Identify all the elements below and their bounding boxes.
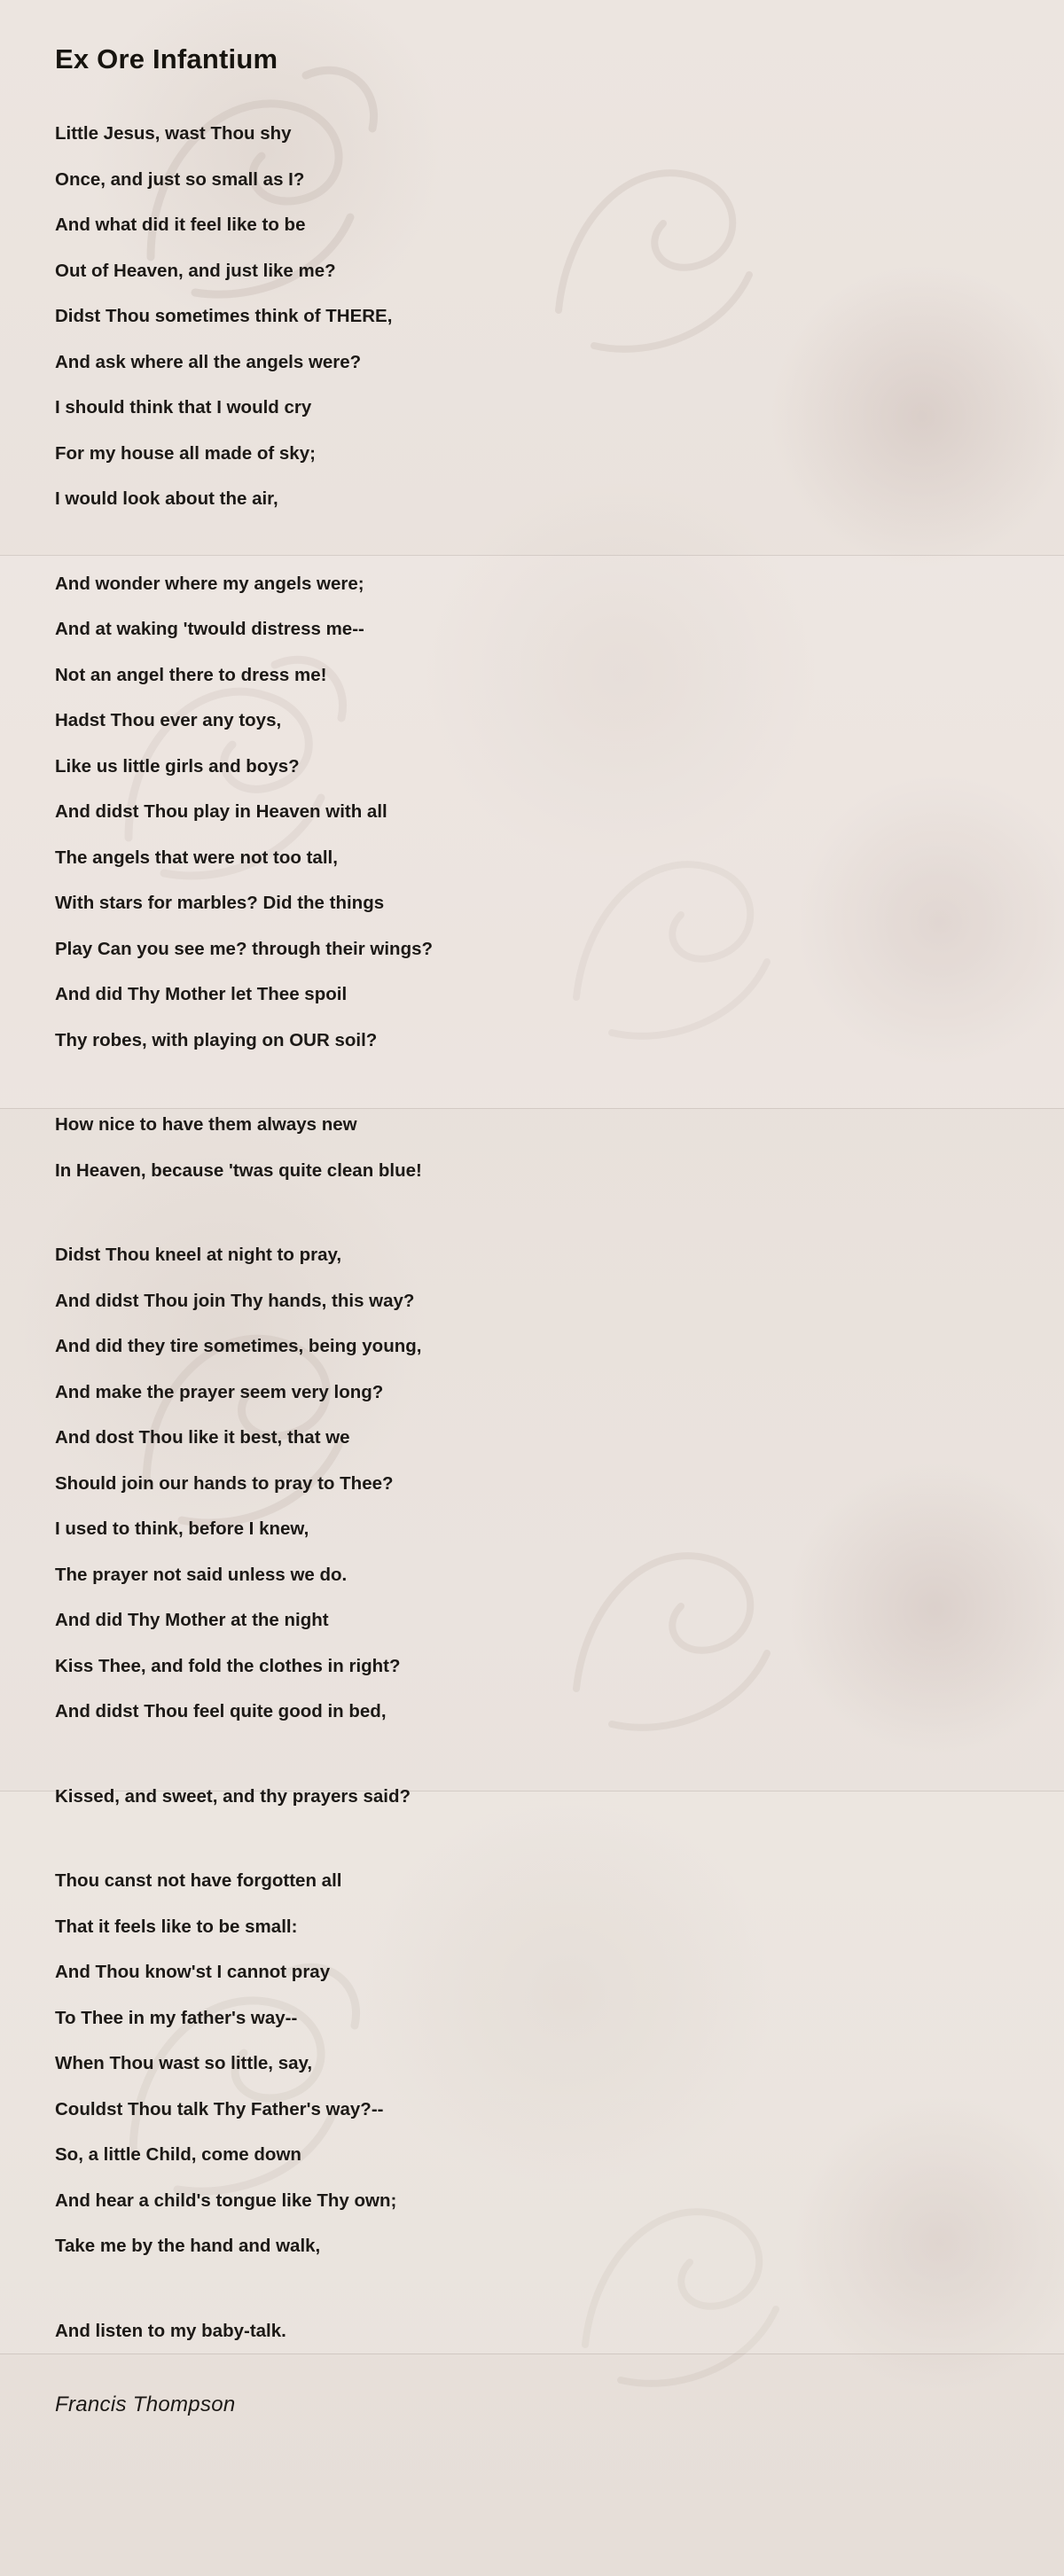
poem-stanza-5 xyxy=(55,1774,1009,1820)
poem-line: I would look about the air, xyxy=(55,488,278,510)
poem-line: And at waking 'twould distress me-- xyxy=(55,619,364,640)
poem-stanza-4 xyxy=(55,1232,1009,1735)
poem-line: How nice to have them always new xyxy=(55,1114,357,1136)
poem-stanza-2 xyxy=(55,561,1009,1064)
poem-line: Take me by the hand and walk, xyxy=(55,2236,321,2257)
poem-line: And did they tire sometimes, being young, xyxy=(55,1336,422,1357)
poem-line: Hadst Thou ever any toys, xyxy=(55,710,282,731)
poem-line: Out of Heaven, and just like me? xyxy=(55,260,336,281)
poem-line: And dost Thou like it best, that we xyxy=(55,1427,350,1448)
author-name: Francis Thompson xyxy=(55,2393,236,2417)
poem-line: To Thee in my father's way-- xyxy=(55,2007,298,2028)
poem-line: For my house all made of sky; xyxy=(55,442,316,464)
poem-line: Not an angel there to dress me! xyxy=(55,664,327,685)
poem-line: The prayer not said unless we do. xyxy=(55,1564,348,1585)
poem-line: Thy robes, with playing on OUR soil? xyxy=(55,1029,378,1050)
poem-stanza-7 xyxy=(55,2308,1009,2354)
poem-line: And did Thy Mother at the night xyxy=(55,1610,329,1631)
poem-line: Like us little girls and boys? xyxy=(55,755,300,777)
poem-line: Kiss Thee, and fold the clothes in right? xyxy=(55,1655,401,1676)
poem-line: And listen to my baby-talk. xyxy=(55,2320,286,2341)
poem-line: And Thou know'st I cannot pray xyxy=(55,1962,331,1983)
poem-line: Little Jesus, wast Thou shy xyxy=(55,123,292,144)
poem-line: Thou canst not have forgotten all xyxy=(55,1870,342,1892)
poem-line: Didst Thou sometimes think of THERE, xyxy=(55,306,393,327)
poem-line: Play Can you see me? through their wings? xyxy=(55,938,434,959)
poem-line: When Thou wast so little, say, xyxy=(55,2053,313,2074)
poem-line: And didst Thou play in Heaven with all xyxy=(55,801,387,823)
poem-line: I should think that I would cry xyxy=(55,397,312,418)
poem-line: Didst Thou kneel at night to pray, xyxy=(55,1245,342,1266)
poem-line: And did Thy Mother let Thee spoil xyxy=(55,984,348,1005)
poem-line: The angels that were not too tall, xyxy=(55,847,338,868)
poem-line: That it feels like to be small: xyxy=(55,1916,298,1937)
poem-stanza-1 xyxy=(55,111,1009,522)
poem-line: Should join our hands to pray to Thee? xyxy=(55,1472,394,1494)
poem-line: And what did it feel like to be xyxy=(55,215,306,236)
poem-line: Kissed, and sweet, and thy prayers said? xyxy=(55,1785,411,1807)
page-title: Ex Ore Infantium xyxy=(55,43,278,74)
poem-line: And didst Thou join Thy hands, this way? xyxy=(55,1290,415,1311)
poem-line: And make the prayer seem very long? xyxy=(55,1381,384,1402)
poem-line: And wonder where my angels were; xyxy=(55,573,364,594)
poem-line: In Heaven, because 'twas quite clean blue! xyxy=(55,1159,422,1181)
poem-line: And didst Thou feel quite good in bed, xyxy=(55,1701,387,1722)
poem-line: Once, and just so small as I? xyxy=(55,168,305,190)
poem-line: I used to think, before I knew, xyxy=(55,1518,309,1540)
poem-line: With stars for marbles? Did the things xyxy=(55,893,385,914)
poem-line: So, a little Child, come down xyxy=(55,2144,301,2166)
poem-stanza-6 xyxy=(55,1858,1009,2269)
poem-line: And hear a child's tongue like Thy own; xyxy=(55,2190,397,2211)
poem-stanza-3 xyxy=(55,1102,1009,1193)
poem-line: Couldst Thou talk Thy Father's way?-- xyxy=(55,2098,384,2119)
poem-line: And ask where all the angels were? xyxy=(55,351,362,372)
